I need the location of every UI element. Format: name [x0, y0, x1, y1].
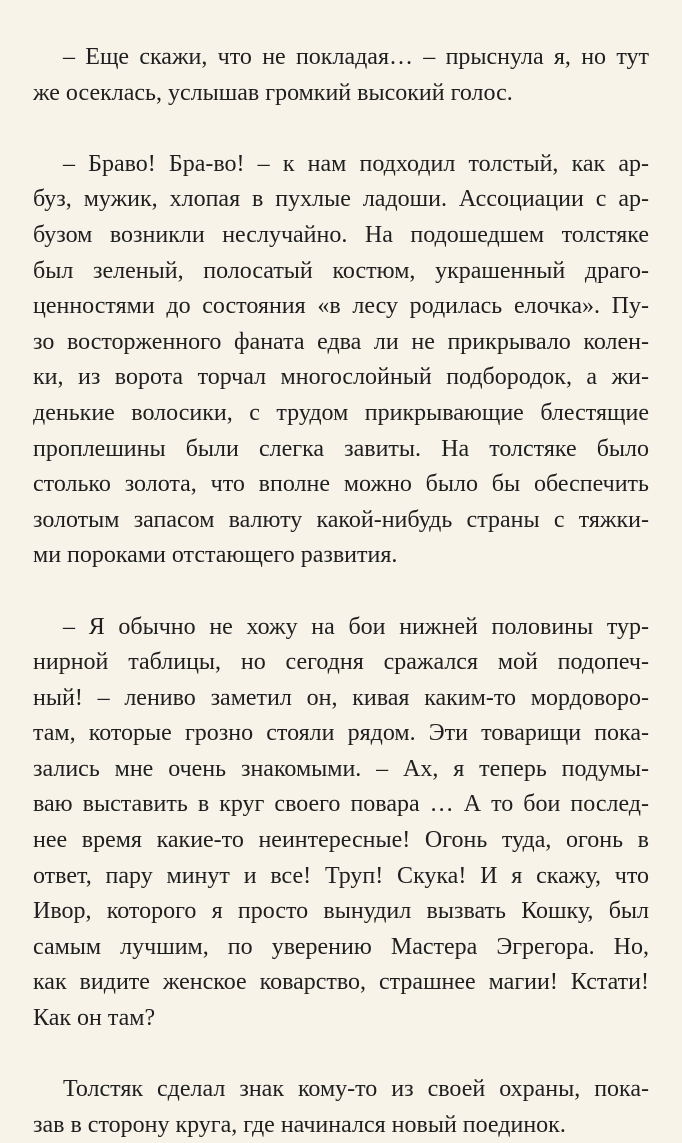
text-line: ный! – лениво заметил он, кивая каким-то мордоворо-	[33, 684, 649, 711]
text-line: Ивор, которого я просто вынудил вызвать Кошку, был	[33, 898, 649, 925]
paragraph-2	[33, 147, 649, 574]
text-line: – Еще скажи, что не покладая… – прыснула я, но тут	[63, 44, 649, 70]
text-line: Толстяк сделал знак кому-то из своей охраны, пока-	[63, 1076, 649, 1103]
text-line: ки, из ворота торчал многослойный подбородок, а жи-	[33, 364, 649, 391]
text-line: денькие волосики, с трудом прикрывающие блестящие	[33, 399, 649, 426]
paragraph-3	[33, 610, 649, 1037]
text-line: буз, мужик, хлопая в пухлые ладоши. Ассоциации с ар-	[33, 186, 649, 213]
text-line: был зеленый, полосатый костюм, украшенный драго-	[33, 257, 649, 284]
text-line: нирной таблицы, но сегодня сражался мой подопеч-	[33, 649, 649, 676]
text-line: нее время какие-то неинтересные! Огонь туда, огонь в	[33, 827, 649, 854]
text-line: как видите женское коварство, страшнее магии! Кстати!	[33, 969, 649, 996]
text-line: там, которые грозно стояли рядом. Эти товарищи пока-	[33, 720, 649, 747]
paragraph-1	[33, 40, 649, 111]
text-line: зав в сторону круга, где начинался новый поединок.	[33, 1111, 566, 1138]
text-line: ваю выставить в круг своего повара … А то бои послед-	[33, 791, 649, 818]
text-line: Как он там?	[33, 1005, 156, 1032]
text-line: зались мне очень знакомыми. – Ах, я теперь подумы-	[33, 755, 649, 782]
text-line: ми пороками отстающего развития.	[33, 542, 398, 569]
text-line: золотым запасом валюту какой-нибудь страны с тяжки-	[33, 506, 649, 533]
text-line: зо восторженного фаната едва ли не прикрывало колен-	[33, 328, 649, 355]
text-line: ценностями до состояния «в лесу родилась елочка». Пу-	[33, 293, 649, 320]
text-line: же осеклась, услышав громкий высокий голос.	[33, 79, 513, 106]
text-line: бузом возникли неслучайно. На подошедшем толстяке	[33, 221, 649, 248]
text-line: столько золота, что вполне можно было бы обеспечить	[33, 471, 649, 498]
text-line: ответ, пару минут и все! Труп! Скука! И я скажу, что	[33, 862, 649, 889]
paragraph-4	[33, 1072, 649, 1143]
text-line: проплешины были слегка завиты. На толстяке было	[33, 435, 649, 462]
text-line: самым лучшим, по уверению Мастера Эгрегора. Но,	[33, 933, 649, 960]
text-line: – Браво! Бра-во! – к нам подходил толстый, как ар-	[63, 150, 649, 177]
text-line: – Я обычно не хожу на бои нижней половины тур-	[63, 613, 649, 640]
